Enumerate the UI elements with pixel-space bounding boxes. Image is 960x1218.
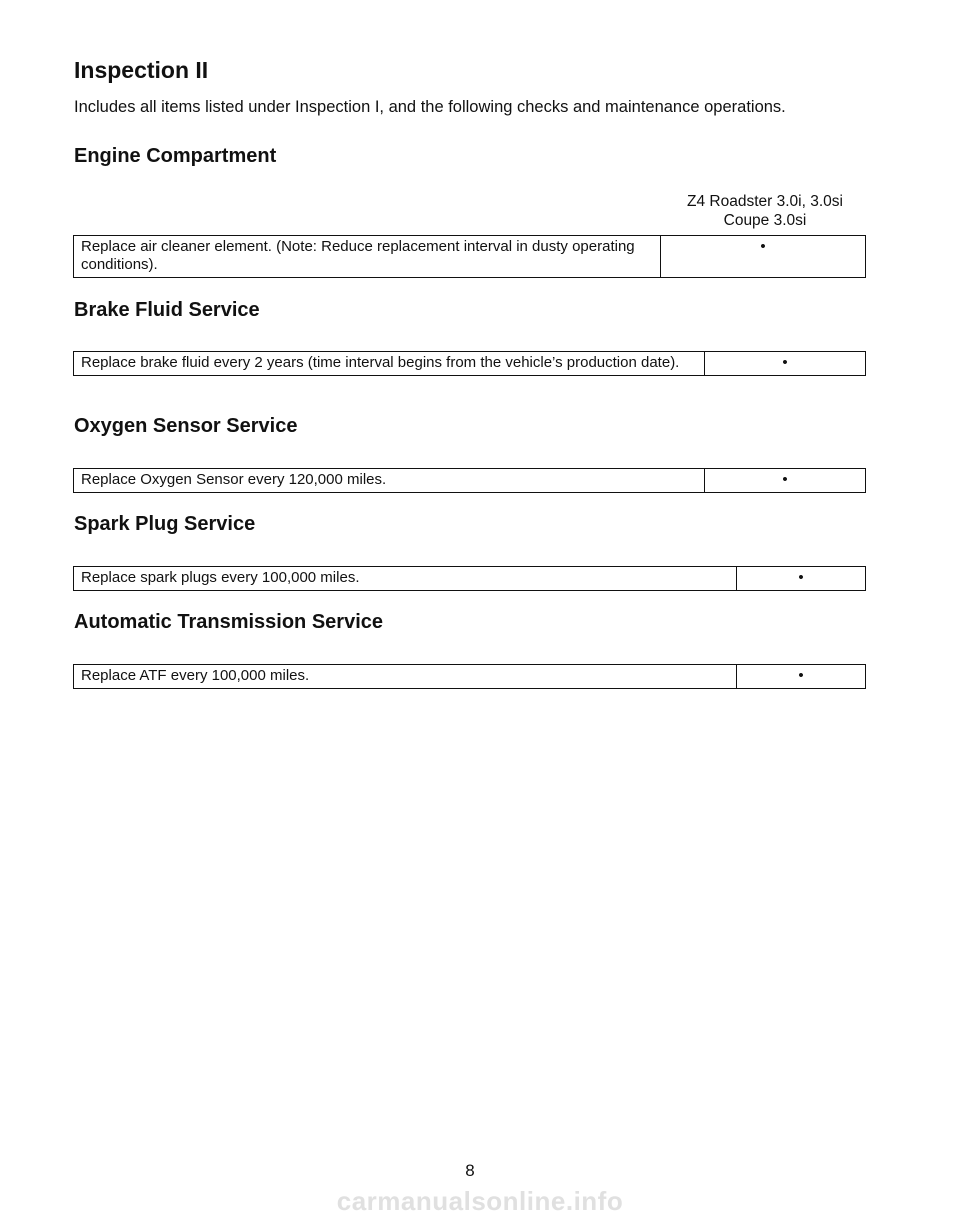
model-column-header-line2: Coupe 3.0si [723, 212, 807, 229]
applies-bullet: • [705, 352, 866, 376]
engine-compartment-table [73, 235, 866, 278]
table-row [74, 469, 866, 493]
table-row [74, 352, 866, 376]
model-column-header-line1: Z4 Roadster 3.0i, 3.0si [687, 193, 843, 210]
applies-bullet: • [737, 665, 866, 689]
section-heading-automatic-transmission: Automatic Transmission Service [74, 611, 384, 633]
table-row [74, 665, 866, 689]
page-number: 8 [465, 1161, 475, 1180]
page-title: Inspection II [74, 57, 209, 83]
section-heading-brake-fluid: Brake Fluid Service [74, 299, 260, 321]
service-item-text: Replace Oxygen Sensor every 120,000 miles. [74, 469, 705, 493]
spark-plug-table [73, 566, 866, 591]
applies-bullet: • [661, 236, 866, 278]
section-heading-engine-compartment: Engine Compartment [74, 145, 277, 167]
watermark: carmanualsonline.info [336, 1186, 624, 1216]
model-column-header [650, 192, 880, 230]
section-heading-oxygen-sensor: Oxygen Sensor Service [74, 415, 298, 437]
table-row [74, 567, 866, 591]
service-item-text: Replace air cleaner element. (Note: Reduce replacement interval in dusty operating conditions). [74, 236, 661, 278]
automatic-transmission-table [73, 664, 866, 689]
section-heading-spark-plug: Spark Plug Service [74, 513, 256, 535]
brake-fluid-table [73, 351, 866, 376]
applies-bullet: • [737, 567, 866, 591]
service-item-text: Replace spark plugs every 100,000 miles. [74, 567, 737, 591]
service-item-text: Replace brake fluid every 2 years (time interval begins from the vehicle’s production date). [74, 352, 705, 376]
intro-text: Includes all items listed under Inspection I, and the following checks and maintenance operations. [74, 98, 786, 116]
table-row [74, 236, 866, 278]
service-item-text: Replace ATF every 100,000 miles. [74, 665, 737, 689]
oxygen-sensor-table [73, 468, 866, 493]
applies-bullet: • [705, 469, 866, 493]
